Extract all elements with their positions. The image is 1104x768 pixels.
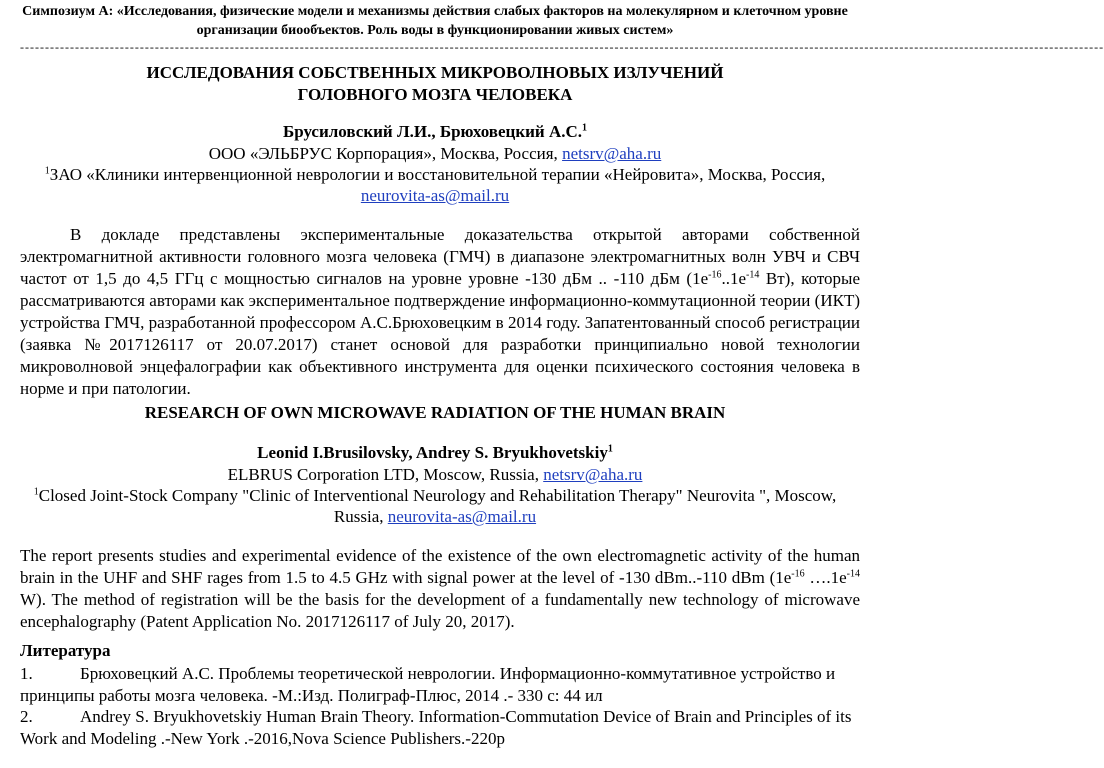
authors-en <box>20 442 850 464</box>
authors-ru-text: Брусиловский Л.И., Брюховецкий А.С. <box>282 122 583 141</box>
email-link-ru-2[interactable]: neurovita-as@mail.ru <box>360 186 510 205</box>
abstract-en-part-b: ….1e <box>804 568 847 587</box>
abstract-en-part-c: W). The method of registration will be the basis for the development of a fundamentally new technology of microwave encephalography (Patent Application No. 2017126117 of July 20, 2017). <box>20 590 860 631</box>
email-link-ru-1[interactable]: netsrv@aha.ru <box>562 144 662 163</box>
authors-ru-sup: 1 <box>582 122 588 134</box>
abstract-ru-sup2: -14 <box>746 269 760 281</box>
abstract-ru-part-a: В докладе представлены экспериментальные доказательства открытой авторами собственной электромагнитной активности головного мозга человека (ГМЧ) в диапазоне электромагнитных волн УВЧ и СВЧ частот от 1,5 до 4,5 ГГц с мощностью сигналов на уровне уровне -130 дБм .. -110 дБм (1е <box>20 225 860 288</box>
affiliation-ru-2-email-line <box>20 185 850 207</box>
affiliation-en-2 <box>20 485 850 507</box>
dashed-rule: ------------------------------------------------------------------------------------------------------------------------------------------------------------------------------------------------------------------------- <box>20 40 1104 54</box>
reference-number: 1. <box>20 664 33 683</box>
reference-item <box>20 706 860 750</box>
title-ru-line1: ИССЛЕДОВАНИЯ СОБСТВЕННЫХ МИКРОВОЛНОВЫХ ИЗЛУЧЕНИЙ <box>146 63 724 82</box>
affiliation-en-2-line2 <box>20 506 850 528</box>
affiliation-en-2b-text: Russia, <box>333 507 388 526</box>
symposium-text: Симпозиум А: «Исследования, физические модели и механизмы действия слабых факторов на молекулярном и клеточном уровне организации биообъектов. Роль воды в функционировании живых систем» <box>22 4 848 38</box>
affiliation-ru-2-sup: 1 <box>44 165 50 177</box>
affiliation-ru-1 <box>20 143 850 165</box>
symposium-header <box>20 2 850 40</box>
reference-item <box>20 663 860 707</box>
authors-ru <box>20 121 850 143</box>
abstract-en <box>20 545 860 633</box>
affiliation-ru-2 <box>20 164 850 186</box>
reference-text: Брюховецкий А.С. Проблемы теоретической неврологии. Информационно-коммутативное устройство и принципы работы мозга человека. -М.:Изд. Полиграф-Плюс, 2014 .- 330 с: 44 ил <box>20 664 836 705</box>
affiliation-en-2-text: Closed Joint-Stock Company "Clinic of Interventional Neurology and Rehabilitation Therapy" Neurovita ", Moscow, <box>38 486 837 505</box>
email-link-en-2[interactable]: neurovita-as@mail.ru <box>387 507 537 526</box>
abstract-en-sup2: -14 <box>846 568 861 580</box>
abstract-ru-part-c: Вт), которые рассматриваются авторами как экспериментальное подтверждение информационно-коммутационной теории (ИКТ) устройства ГМЧ, разработанной профессором А.С.Брюховецким в 2014 году. Запатентованный способ регистрации (заявка №2017126117 от 20.07.2017) станет основой для разработки принципиально новой технологии микроволновой энцефалографии как объективного инструмента для оценки психического состояния человека в норме и при патологии. <box>20 269 860 398</box>
email-link-en-1[interactable]: netsrv@aha.ru <box>543 465 643 484</box>
abstract-ru <box>20 224 860 400</box>
title-ru-line2: ГОЛОВНОГО МОЗГА ЧЕЛОВЕКА <box>297 85 573 104</box>
affiliation-en-1 <box>20 464 850 486</box>
literature-title: Литература <box>20 641 111 660</box>
abstract-en-sup1: -16 <box>791 568 805 580</box>
title-ru <box>20 62 850 106</box>
abstract-en-part-a: The report presents studies and experimental evidence of the existence of the own electromagnetic activity of the human brain in the UHF and SHF rages from 1.5 to 4.5 GHz with signal power at the level of -130 dBm..-110 dBm (1e <box>20 546 860 587</box>
reference-text: Andrey S. Bryukhovetskiy Human Brain Theory. Information-Commutation Device of Brain and Principles of its Work and Modeling .-New York .-2016,Nova Science Publishers.-220p <box>20 707 852 748</box>
affiliation-ru-1-text: ООО «ЭЛЬБРУС Корпорация», Москва, Россия, <box>208 144 563 163</box>
affiliation-ru-2-text: ЗАО «Клиники интервенционной неврологии и восстановительной терапии «Нейровита», Москва, Россия, <box>49 165 826 184</box>
affiliation-en-1-text: ELBRUS Corporation LTD, Moscow, Russia, <box>227 465 544 484</box>
abstract-ru-sup1: -16 <box>708 269 722 281</box>
title-en: RESEARCH OF OWN MICROWAVE RADIATION OF THE HUMAN BRAIN <box>144 403 726 422</box>
authors-en-sup: 1 <box>607 443 613 455</box>
abstract-ru-part-b: ..1е <box>721 269 747 288</box>
authors-en-text: Leonid I.Brusilovsky, Andrey S. Bryukhovetskiy <box>257 443 608 462</box>
affiliation-en-2-sup: 1 <box>33 486 39 498</box>
reference-number: 2. <box>20 707 33 726</box>
